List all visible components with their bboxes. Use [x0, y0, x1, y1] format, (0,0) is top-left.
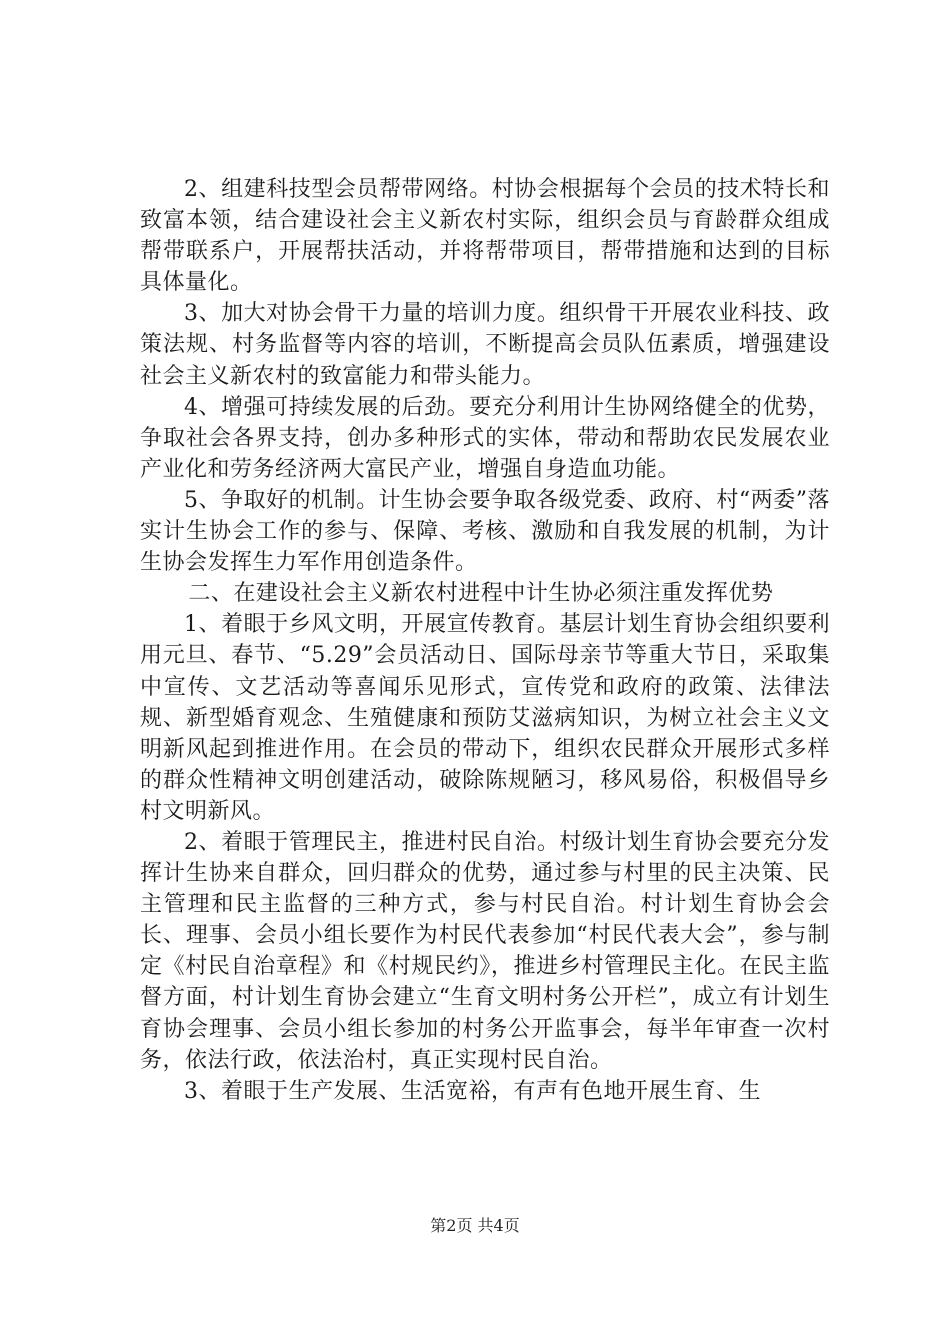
- paragraph-item-4: 4、增强可持续发展的后劲。要充分利用计生协网络健全的优势，争取社会各界支持，创办多种形式的实体，带动和帮助农民发展农业产业化和劳务经济两大富民产业，增强自身造血功能。: [140, 394, 830, 482]
- paragraph-item-2: 2、组建科技型会员帮带网络。村协会根据每个会员的技术特长和致富本领，结合建设社会主义新农村实际，组织会员与育龄群众组成帮带联系户，开展帮扶活动，并将帮带项目，帮带措施和达到的目标具体量化。: [140, 177, 830, 296]
- document-body: [140, 174, 830, 1107]
- paragraph-item-3: 3、加大对协会骨干力量的培训力度。组织骨干开展农业科技、政策法规、村务监督等内容的培训，不断提高会员队伍素质，增强建设社会主义新农村的致富能力和带头能力。: [140, 301, 830, 389]
- section-heading-2: 二、在建设社会主义新农村进程中计生协必须注重发挥优势: [188, 581, 774, 607]
- page-footer: 第2页 共4页: [430, 1216, 520, 1235]
- paragraph-item-5: 5、争取好的机制。计生协会要争取各级党委、政府、村“两委”落实计生协会工作的参与、保障、考核、激励和自我发展的机制，为计生协会发挥生力军作用创造条件。: [140, 487, 830, 576]
- paragraph-production-development: 3、着眼于生产发展、生活宽裕，有声有色地开展生育、生: [184, 1078, 761, 1104]
- paragraph-democratic-management: 2、着眼于管理民主，推进村民自治。村级计划生育协会要充分发挥计生协来自群众，回归群众的优势，通过参与村里的民主决策、民主管理和民主监督的三种方式，参与村民自治。村计划生育协会会长、理事、会员小组长要作为村民代表参加“村民代表大会”，参与制定《村民自治章程》和《村规民约》，推进乡村管理民主化。在民主监督方面，村计划生育协会建立“生育文明村务公开栏”，成立有计划生育协会理事、会员小组长参加的村务公开监事会，每半年审查一次村务，依法行政，依法治村，真正实现村民自治。: [140, 829, 830, 1073]
- paragraph-rural-civilization: 1、着眼于乡风文明，开展宣传教育。基层计划生育协会组织要利用元旦、春节、“5.29”会员活动日、国际母亲节等重大节日，采取集中宣传、文艺活动等喜闻乐见形式，宣传党和政府的政策、法律法规、新型婚育观念、生殖健康和预防艾滋病知识，为树立社会主义文明新风起到推进作用。在会员的带动下，组织农民群众开展形式多样的群众性精神文明创建活动，破除陈规陋习，移风易俗，积极倡导乡村文明新风。: [140, 612, 830, 824]
